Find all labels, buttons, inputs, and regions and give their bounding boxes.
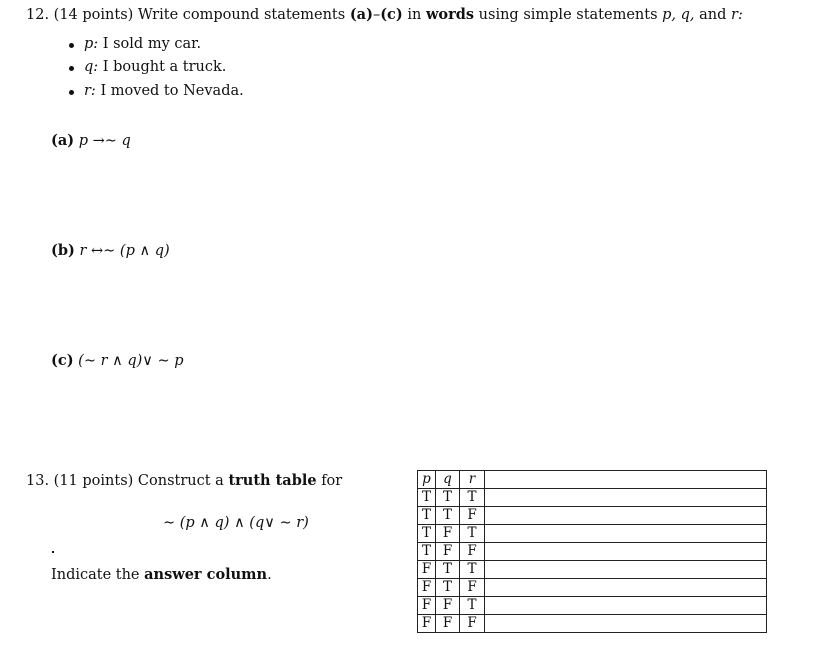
table-cell: F [418, 579, 436, 597]
header-q: q [436, 471, 460, 489]
q12-part-c-ref: (c) [380, 6, 403, 23]
table-cell: T [460, 489, 485, 507]
q13-for: for [321, 473, 343, 489]
answer-cell[interactable] [485, 579, 767, 597]
q13-expression [163, 515, 309, 531]
q12-and: and [699, 7, 727, 23]
definition-r [84, 83, 244, 99]
table-cell: T [418, 525, 436, 543]
q12-vars: p, q, [662, 7, 695, 23]
table-row [418, 525, 767, 543]
table-row [418, 561, 767, 579]
definition-var: q: [84, 59, 99, 75]
definition-text: I sold my car. [102, 36, 202, 52]
table-cell: T [436, 489, 460, 507]
table-cell: F [460, 579, 485, 597]
part-label: (a) [51, 132, 75, 149]
definition-text: I moved to Nevada. [100, 83, 244, 99]
q13-text1: Construct a [137, 473, 224, 489]
q13-heading [26, 472, 342, 489]
q12-number: 12. [26, 7, 50, 23]
definition-var: r: [84, 83, 96, 99]
q13-formula: ∼ (p ∧ q) ∧ (q∨ ∼ r) [163, 515, 309, 531]
table-cell: F [418, 615, 436, 633]
q13-instruction [51, 566, 272, 583]
q12-part-a [51, 132, 131, 149]
part-label: (b) [51, 242, 75, 259]
q13-number: 13. [26, 473, 50, 489]
q13-points: (11 points) [53, 473, 134, 489]
q12-words: words [425, 6, 475, 23]
definition-var: p: [84, 36, 99, 52]
table-row [418, 543, 767, 561]
truth-table [417, 470, 767, 633]
answer-cell[interactable] [485, 597, 767, 615]
table-row [418, 579, 767, 597]
header-answer [485, 471, 767, 489]
header-r: r [460, 471, 485, 489]
table-cell: F [418, 561, 436, 579]
table-header-row [418, 471, 767, 489]
table-row [418, 597, 767, 615]
part-label: (c) [51, 352, 74, 369]
table-cell: T [460, 561, 485, 579]
table-row [418, 489, 767, 507]
q12-part-b [51, 242, 170, 259]
answer-cell[interactable] [485, 615, 767, 633]
bullet-icon [69, 66, 74, 71]
table-cell: T [436, 579, 460, 597]
q12-text2: using simple statements [478, 7, 658, 23]
table-cell: T [436, 507, 460, 525]
table-cell: F [436, 597, 460, 615]
answer-cell[interactable] [485, 561, 767, 579]
bullet-icon [69, 43, 74, 48]
table-cell: F [436, 525, 460, 543]
table-cell: T [436, 561, 460, 579]
table-cell: F [436, 615, 460, 633]
table-cell: T [418, 543, 436, 561]
table-cell: F [460, 507, 485, 525]
part-expression: r ↔∼ (p ∧ q) [79, 243, 170, 259]
table-cell: F [460, 543, 485, 561]
q12-part-a-ref: (a) [349, 6, 373, 23]
q13-answer-column: answer column [144, 566, 268, 583]
q12-points: (14 points) [53, 7, 134, 23]
q12-heading [26, 6, 743, 23]
definition-text: I bought a truck. [102, 59, 227, 75]
header-p: p [418, 471, 436, 489]
q12-in: in [407, 7, 422, 23]
table-cell: F [460, 615, 485, 633]
table-cell: T [418, 489, 436, 507]
q12-dash: – [372, 7, 381, 23]
q13-indicate: Indicate the [51, 567, 140, 583]
table-cell: T [460, 597, 485, 615]
q13-period: . [267, 567, 272, 583]
answer-cell[interactable] [485, 489, 767, 507]
definition-q [84, 59, 226, 75]
table-row [418, 507, 767, 525]
q12-text1: Write compound statements [137, 7, 346, 23]
answer-cell[interactable] [485, 543, 767, 561]
q12-r: r: [731, 7, 743, 23]
table-cell: T [460, 525, 485, 543]
table-row [418, 615, 767, 633]
table-cell: F [436, 543, 460, 561]
answer-cell[interactable] [485, 525, 767, 543]
bullet-icon [69, 90, 74, 95]
q13-truth-table: truth table [228, 472, 317, 489]
part-expression: p →∼ q [78, 133, 131, 149]
stray-dot [52, 551, 54, 553]
q12-part-c [51, 352, 184, 369]
table-cell: T [418, 507, 436, 525]
table-cell: F [418, 597, 436, 615]
definition-p [84, 36, 201, 52]
part-expression: (∼ r ∧ q)∨ ∼ p [78, 353, 184, 369]
answer-cell[interactable] [485, 507, 767, 525]
